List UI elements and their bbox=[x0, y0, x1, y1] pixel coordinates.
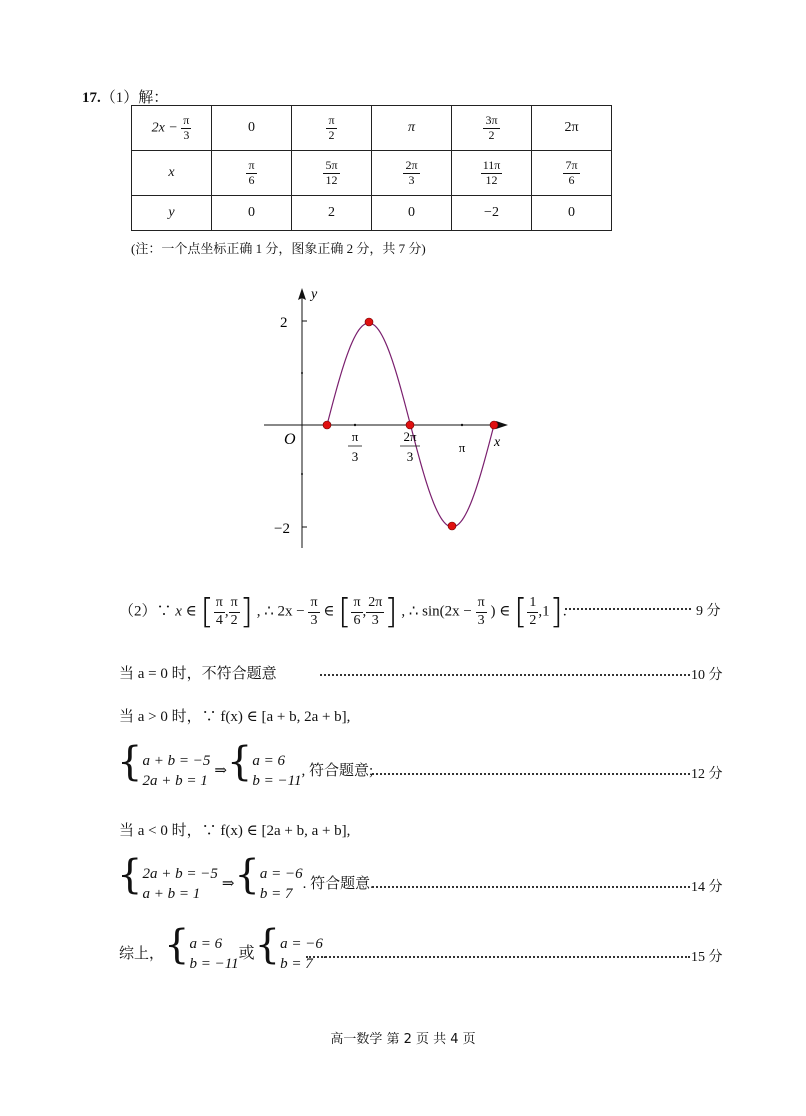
table-cell: 0 bbox=[372, 196, 452, 231]
key-point bbox=[365, 318, 373, 326]
table-cell: $\frac{7\pi}{6}$ bbox=[532, 151, 612, 196]
row3-label-cell: y bbox=[132, 196, 212, 231]
key-point bbox=[490, 421, 498, 429]
y-tick-label: 2 bbox=[280, 315, 288, 331]
key-point bbox=[406, 421, 414, 429]
dot-leader bbox=[372, 886, 690, 888]
key-point bbox=[323, 421, 331, 429]
x-tick-label: 3 bbox=[351, 449, 359, 464]
y-axis-label: y bbox=[311, 287, 318, 302]
table-cell: 2π bbox=[532, 106, 612, 151]
case-negative-system: { 2a + b = −5 a + b = 1 ⇒{ a = −6 b = 7 . 符合题意. bbox=[117, 852, 374, 903]
score-label: 10 分 bbox=[691, 668, 723, 683]
table-cell: $\frac{3\pi}{2}$ bbox=[452, 106, 532, 151]
y-tick-label: −2 bbox=[274, 521, 290, 537]
x-tick-label: 3 bbox=[406, 449, 414, 464]
x-axis-label: x bbox=[494, 435, 501, 450]
case-zero-text: 当 a = 0 时，不符合题意 bbox=[119, 666, 277, 682]
case-positive-condition: 当 a > 0 时，∵ f(x) ∈ [a + b, 2a + b], bbox=[119, 709, 351, 725]
dot-leader bbox=[306, 956, 690, 958]
x-tick-label: 2π bbox=[403, 429, 417, 444]
case-negative-condition: 当 a < 0 时，∵ f(x) ∈ [2a + b, a + b], bbox=[119, 823, 351, 839]
page-footer: 高一数学 第 2 页 共 4 页 bbox=[330, 1032, 476, 1047]
score-label: 9 分 bbox=[696, 604, 721, 619]
origin-label: O bbox=[284, 431, 296, 448]
x-tick bbox=[461, 424, 463, 426]
x-tick bbox=[354, 424, 356, 426]
question-number: 17. bbox=[82, 90, 101, 106]
table-row bbox=[132, 151, 612, 196]
table-row bbox=[132, 196, 612, 231]
score-label: 14 分 bbox=[691, 880, 723, 895]
y-tick bbox=[301, 372, 303, 374]
table-cell: −2 bbox=[452, 196, 532, 231]
table-cell: $\frac{\pi}{6}$ bbox=[212, 151, 292, 196]
table-row bbox=[132, 106, 612, 151]
y-tick bbox=[301, 473, 303, 475]
table-cell: 0 bbox=[212, 106, 292, 151]
question-heading bbox=[82, 86, 168, 107]
scoring-note: (注：一个点坐标正确 1 分，图象正确 2 分，共 7 分) bbox=[131, 241, 426, 256]
table-cell: $\frac{\pi}{2}$ bbox=[292, 106, 372, 151]
sine-graph bbox=[250, 280, 520, 555]
summary-line: 综上，{ a = 6 b = −11 或{ a = −6 b = 7 . bbox=[119, 922, 327, 973]
row2-label-cell: x bbox=[132, 151, 212, 196]
score-label: 15 分 bbox=[691, 950, 723, 965]
key-point bbox=[448, 522, 456, 530]
dot-leader bbox=[372, 773, 690, 775]
value-table bbox=[131, 105, 612, 231]
part1-label: （1）解： bbox=[100, 90, 169, 106]
case-positive-system: { a + b = −5 2a + b = 1 ⇒{ a = 6 b = −11 , 符合题意; bbox=[117, 739, 374, 790]
dot-leader bbox=[320, 674, 690, 676]
table-cell: 0 bbox=[212, 196, 292, 231]
x-tick-label: π bbox=[458, 440, 466, 455]
table-cell: $\frac{11\pi}{12}$ bbox=[452, 151, 532, 196]
part2-line: （2）∵ x ∈ [ $\frac{\pi}{4}$ , $\frac{\pi}{2}$ ] , ∴ 2x − $\frac{\pi}{3}$ ∈ [ $\frac{\pi}{6}$ , $\frac{2\pi}{3}$ ] , ∴ sin(2x − $\frac{\pi}{3}$ ) ∈ [ $\frac{1}{2}$ ,1]. bbox=[119, 592, 567, 632]
table-cell: π bbox=[372, 106, 452, 151]
x-tick-label: π bbox=[351, 429, 359, 444]
table-cell: $\frac{5\pi}{12}$ bbox=[292, 151, 372, 196]
table-cell: $\frac{2\pi}{3}$ bbox=[372, 151, 452, 196]
dot-leader bbox=[565, 608, 691, 610]
table-cell: 2 bbox=[292, 196, 372, 231]
score-label: 12 分 bbox=[691, 767, 723, 782]
table-cell: 0 bbox=[532, 196, 612, 231]
row1-label-cell: 2x − $\frac{\pi}{3}$ bbox=[132, 106, 212, 151]
